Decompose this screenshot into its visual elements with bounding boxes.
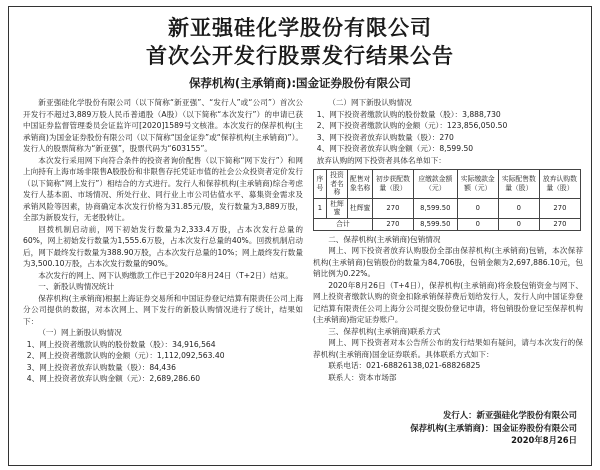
table-cell: 0: [498, 198, 539, 218]
sponsor-line: 保荐机构(主承销商):国金证券股份有限公司: [188, 76, 412, 90]
table-cell: 270: [372, 218, 413, 230]
abandon-list-intro: 放弃认购的网下投资者具体名单如下：: [316, 155, 446, 165]
table-cell: 杜辉蜜: [348, 198, 373, 218]
announcement-date: 2020年8月26日: [511, 435, 577, 446]
table-cell: 270: [539, 218, 580, 230]
table-cell: 0: [457, 218, 498, 230]
clawback-paragraph: 回拨机制启动前，网下初始发行数量为2,333.4万股，占本次发行总量的60%，网上初始发行数量为1,555.6万股，占本次发行总量的40%。回拨机制启动后，网下最终发行数量为388.90万股，占本次发行总量的10%；网上最终发行数量为3,500.10万股，占本次发行数量的90%。: [23, 224, 303, 268]
issuer-signature: 发行人：新亚强硅化学股份有限公司: [443, 410, 577, 420]
company-title: 新亚强硅化学股份有限公司: [168, 16, 432, 40]
abandon-investor-table: [313, 169, 581, 231]
online-item-3: 3、网上投资者放弃认购数量（股）：84,436: [26, 362, 176, 372]
section-heading-contact: 三、保荐机构(主承销商)联系方式: [328, 326, 441, 336]
table-row: [314, 198, 581, 218]
table-header: 放弃认购数量（股）: [539, 170, 580, 199]
offline-item-1: 1、网下投资者缴款认购的股份数量（股）：3,888,730: [316, 109, 501, 119]
right-column: [313, 97, 583, 383]
statistics-paragraph: 保荐机构(主承销商)根据上海证券交易所和中国证券登记结算有限责任公司上海分公司提供的数据，对本次网上、网下发行的新股认购情况进行了统计，结果如下：: [23, 293, 303, 326]
announcement-title: 首次公开发行股票发行结果公告: [146, 44, 454, 68]
online-subscription-heading: （一）网上新股认购情况: [38, 328, 122, 337]
table-header: 实际配售数量（股）: [498, 170, 539, 199]
table-header: 初步获配数量（股）: [372, 170, 413, 199]
intro-paragraph: 新亚强硅化学股份有限公司（以下简称“新亚强”、“发行人”或“公司”）首次公开发行不超过3,889万股人民币普通股（A股）（以下简称“本次发行”）的申请已获中国证券监督管理委员会证监许可[2020]1589号文核准。本次发行的保荐机构(主承销商)为国金证券股份有限公司（以下简称“国金证券”或“保荐机构(主承销商)”）。发行人的股票简称为“新亚强”，股票代码为“603155”。: [23, 98, 303, 153]
offline-item-4: 4、网下投资者放弃认购金额（元）：8,599.50: [316, 144, 474, 153]
table-header: 应缴款金额（元）: [413, 170, 457, 199]
online-item-4: 4、网上投资者放弃认购金额（元）：2,689,286.60: [26, 374, 201, 383]
table-cell: 1: [314, 198, 327, 218]
contact-person: 联系人：资本市场部: [328, 372, 397, 382]
table-cell: 合计: [314, 218, 373, 230]
table-cell: 8,599.50: [413, 218, 457, 230]
table-header: 实际缴款金额（元）: [457, 170, 498, 199]
table-cell: 8,599.50: [413, 198, 457, 218]
offline-item-2: 2、网下投资者缴款认购的金额（元）：123,856,050.50: [316, 121, 508, 130]
table-cell: 0: [457, 198, 498, 218]
table-header: 投资者名称: [326, 170, 348, 199]
announcement-page: [8, 6, 592, 466]
underwriting-paragraph: 网上、网下投资者放弃认购股份全部由保荐机构(主承销商)包销，本次保荐机构(主承销商)包销股份的数量为84,706股，包销金额为2,697,886.10元，包销比例为0.22%。: [313, 246, 583, 279]
fund-transfer-paragraph: 2020年8月26日（T+4日），保荐机构(主承销商)将余股包销资金与网下、网上投资者缴款认购的资金扣除承销保荐费后划给发行人，发行人向中国证券登记结算有限责任公司上海分公司提交股份登记申请，将包销股份登记至保荐机构(主承销商)指定证券账户。: [313, 280, 583, 325]
section-heading-subscription: 一、新股认购情况统计: [38, 282, 115, 291]
table-header-row: [314, 170, 581, 199]
table-cell: 杜辉蜜: [326, 198, 348, 218]
table-cell: 0: [498, 218, 539, 230]
offline-item-3: 3、网下投资者放弃认购数量（股）：270: [316, 132, 454, 142]
payment-paragraph: 本次发行的网上、网下认购缴款工作已于2020年8月24日（T+2日）结束。: [38, 270, 293, 280]
table-cell: 270: [539, 198, 580, 218]
contact-phone: 联系电话：021-68826138,021-68826825: [328, 361, 481, 371]
section-heading-underwriting: 二、保荐机构(主承销商)包销情况: [328, 234, 441, 244]
table-total-row: [314, 218, 581, 230]
sponsor-signature: 保荐机构(主承销商)：国金证券股份有限公司: [410, 422, 577, 433]
signature-block: [410, 409, 577, 447]
table-cell: 270: [372, 198, 413, 218]
online-item-1: 1、网上投资者缴款认购的股份数量（股）：34,916,564: [26, 339, 216, 349]
table-header: 配售对象名称: [348, 170, 373, 199]
table-header: 序号: [314, 170, 327, 199]
online-item-2: 2、网上投资者缴款认购的金额（元）：1,112,092,563.40: [26, 351, 225, 360]
offline-subscription-heading: （二）网下新股认购情况: [328, 98, 412, 107]
contact-paragraph: 网上、网下投资者对本公告所公布的发行结果如有疑问，请与本次发行的保荐机构(主承销商)国金证券联系。具体联系方式如下：: [313, 338, 583, 359]
method-paragraph: 本次发行采用网下向符合条件的投资者询价配售（以下简称“网下发行”）和网上向持有上海市场非限售A股股份和非限售存托凭证市值的社会公众投资者定价发行（以下简称“网上发行”）相结合的方式进行。发行人和保荐机构(主承销商)综合考虑发行人基本面、市场情况、所处行业、同行业上市公司估值水平、募集资金需求及承销风险等因素，协商确定本次发行价格为31.85元/股，发行数量为3,889万股，全部为新股发行，无老股转让。: [23, 155, 303, 222]
left-column: [23, 97, 303, 385]
